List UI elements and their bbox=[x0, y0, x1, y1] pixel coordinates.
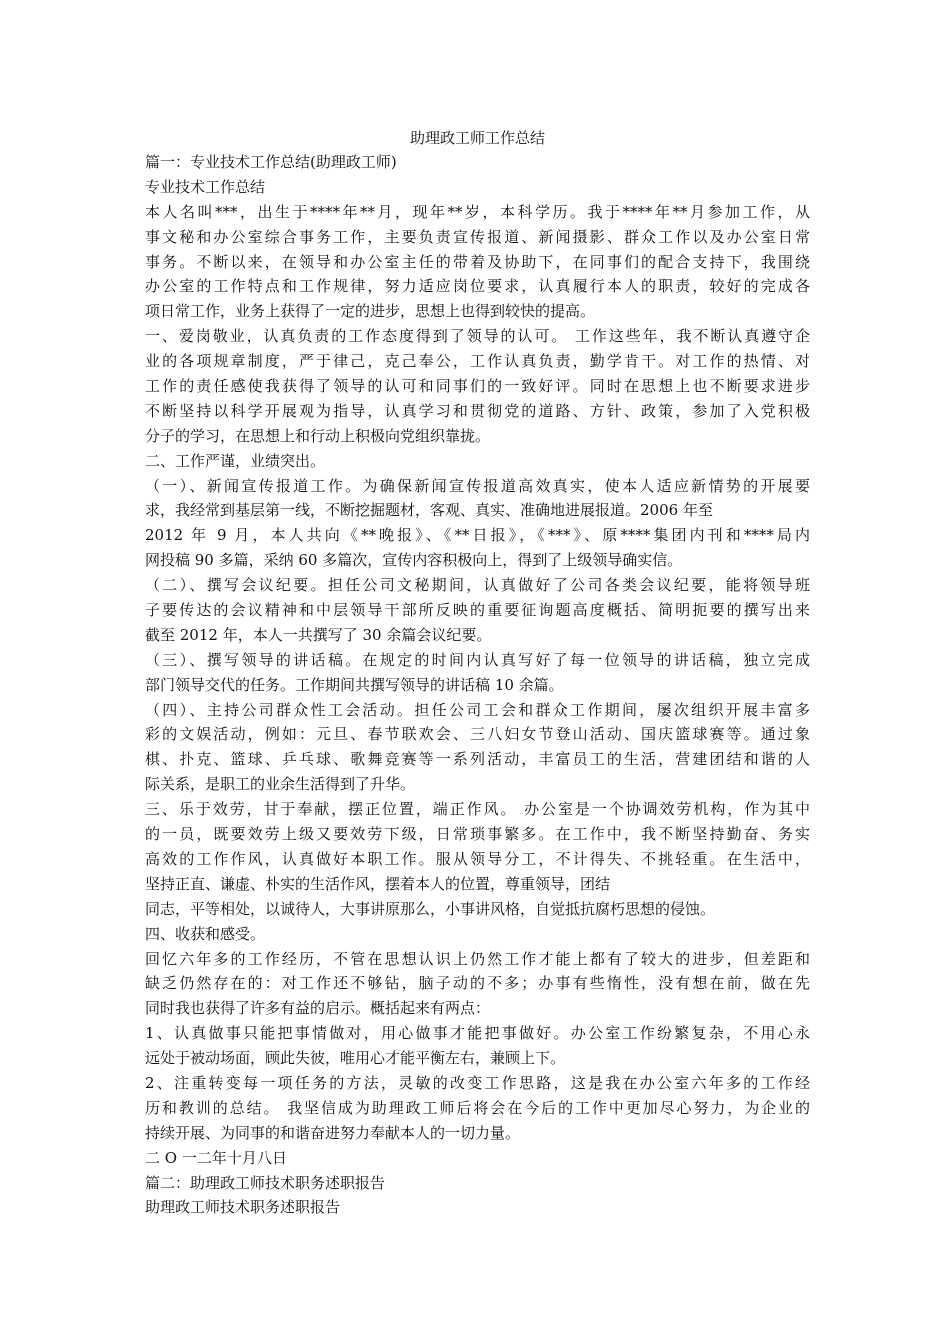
text-line: 项日常工作，业务上获得了一定的进步，思想上也得到较快的提高。 bbox=[145, 302, 596, 321]
text-line: 1、认真做事只能把事情做对，用心做事才能把事做好。办公室工作纷繁复杂，不用心永 bbox=[145, 1024, 810, 1043]
text-line: 高效的工作作风，认真做好本职工作。服从领导分工，不计得失、不挑轻重。在生活中， bbox=[145, 849, 810, 868]
text-line: 坚持正直、谦虚、朴实的生活作风，摆着本人的位置，尊重领导，团结 bbox=[145, 874, 611, 893]
text-line: 远处于被动场面，顾此失彼，唯用心才能平衡左右，兼顾上下。 bbox=[145, 1049, 566, 1068]
text-line: 持续开展、为同事的和谐奋进努力奉献本人的一切力量。 bbox=[145, 1123, 521, 1142]
text-line: 本人名叫***，出生于****年**月，现年**岁，本科学历。我于****年**月参加工作，从 bbox=[145, 202, 810, 221]
text-line: 办公室的工作特点和工作规律，努力适应岗位要求，认真履行本人的职责，较好的完成各 bbox=[145, 277, 810, 296]
text-line: 一、爱岗敬业，认真负责的工作态度得到了领导的认可。 工作这些年，我不断认真遵守企 bbox=[145, 327, 810, 346]
text-line: 同志，平等相处，以诚待人，大事讲原那么，小事讲风格，自觉抵抗腐朽思想的侵蚀。 bbox=[145, 899, 716, 918]
text-line: 四、收获和感受。 bbox=[145, 924, 266, 943]
text-line: 子要传达的会议精神和中层领导干部所反映的重要征询题高度概括、简明扼要的撰写出来 bbox=[145, 601, 810, 620]
text-line: 彩的文娱活动，例如：元旦、春节联欢会、三八妇女节登山活动、国庆篮球赛等。通过象 bbox=[145, 725, 810, 744]
text-line: （一）、新闻宣传报道工作。为确保新闻宣传报道高效真实，使本人适应新情势的开展要 bbox=[145, 476, 810, 495]
text-line: 历和教训的总结。 我坚信成为助理政工师后将会在今后的工作中更加尽心努力，为企业的 bbox=[145, 1098, 810, 1117]
text-line: 缺乏仍然存在的：对工作还不够钻，脑子动的不多；办事有些惰性，没有想在前，做在先 bbox=[145, 974, 810, 993]
text-line: （二）、撰写会议纪要。担任公司文秘期间，认真做好了公司各类会议纪要，能将领导班 bbox=[145, 576, 810, 595]
text-line: 三、乐于效劳，甘于奉献，摆正位置，端正作风。 办公室是一个协调效劳机构，作为其中 bbox=[145, 800, 810, 819]
text-line: 求，我经常到基层第一线，不断挖掘题材，客观、真实、准确地进展报道。2006 年至 bbox=[145, 501, 713, 520]
text-line: 际关系，是职工的业余生活得到了升华。 bbox=[145, 775, 416, 794]
text-line: 同时我也获得了许多有益的启示。概括起来有两点： bbox=[145, 999, 491, 1018]
document-body bbox=[145, 128, 810, 1220]
text-line: 2012 年 9 月，本人共向《**晚报》、《**日报》，《***》、原****集团内刊和****局内 bbox=[145, 526, 810, 545]
text-line: 助理政工师技术职务述职报告 bbox=[145, 1198, 341, 1217]
text-line: 网投稿 90 多篇，采纳 60 多篇次，宣传内容积极向上，得到了上级领导确实信。 bbox=[145, 551, 683, 570]
text-line: 业的各项规章制度，严于律己，克己奉公，工作认真负责，勤学肯干。对工作的热情、对 bbox=[145, 352, 810, 371]
text-line: 工作的责任感使我获得了领导的认可和同事们的一致好评。同时在思想上也不断要求进步 bbox=[145, 377, 810, 396]
text-line: 篇二：助理政工师技术职务述职报告 bbox=[145, 1173, 386, 1192]
text-line: 的一员，既要效劳上级又要效劳下级，日常琐事繁多。在工作中，我不断坚持勤奋、务实 bbox=[145, 825, 810, 844]
text-line: 二、工作严谨，业绩突出。 bbox=[145, 451, 326, 470]
text-line: 事务。不断以来，在领导和办公室主任的带着及协助下，在同事们的配合支持下，我围绕 bbox=[145, 252, 810, 271]
text-line: （三）、撰写领导的讲话稿。在规定的时间内认真写好了每一位领导的讲话稿，独立完成 bbox=[145, 650, 810, 669]
text-line: 回忆六年多的工作经历，不管在思想认识上仍然工作才能上都有了较大的进步，但差距和 bbox=[145, 949, 810, 968]
text-line: 部门领导交代的任务。工作期间共撰写领导的讲话稿 10 余篇。 bbox=[145, 675, 564, 694]
text-line: 事文秘和办公室综合事务工作，主要负责宣传报道、新闻摄影、群众工作以及办公室日常 bbox=[145, 227, 810, 246]
text-line: 专业技术工作总结 bbox=[145, 177, 266, 196]
text-line: 篇一：专业技术工作总结(助理政工师) bbox=[145, 153, 397, 171]
text-line: 2、注重转变每一项任务的方法，灵敏的改变工作思路，这是我在办公室六年多的工作经 bbox=[145, 1073, 810, 1092]
text-line: 截至 2012 年，本人一共撰写了 30 余篇会议纪要。 bbox=[145, 625, 492, 644]
text-line: 不断坚持以科学开展观为指导，认真学习和贯彻党的道路、方针、政策，参加了入党积极 bbox=[145, 401, 810, 420]
text-line: 二 O 一二年十月八日 bbox=[145, 1148, 287, 1167]
text-line: 棋、扑克、篮球、乒乓球、歌舞竞赛等一系列活动，丰富员工的生活，营建团结和谐的人 bbox=[145, 750, 810, 769]
document-title: 助理政工师工作总结 bbox=[409, 129, 545, 147]
text-line: 分子的学习，在思想上和行动上积极向党组织靠拢。 bbox=[145, 426, 491, 445]
document-text bbox=[145, 150, 810, 1220]
text-line: （四）、主持公司群众性工会活动。担任公司工会和群众工作期间，屡次组织开展丰富多 bbox=[145, 700, 810, 719]
